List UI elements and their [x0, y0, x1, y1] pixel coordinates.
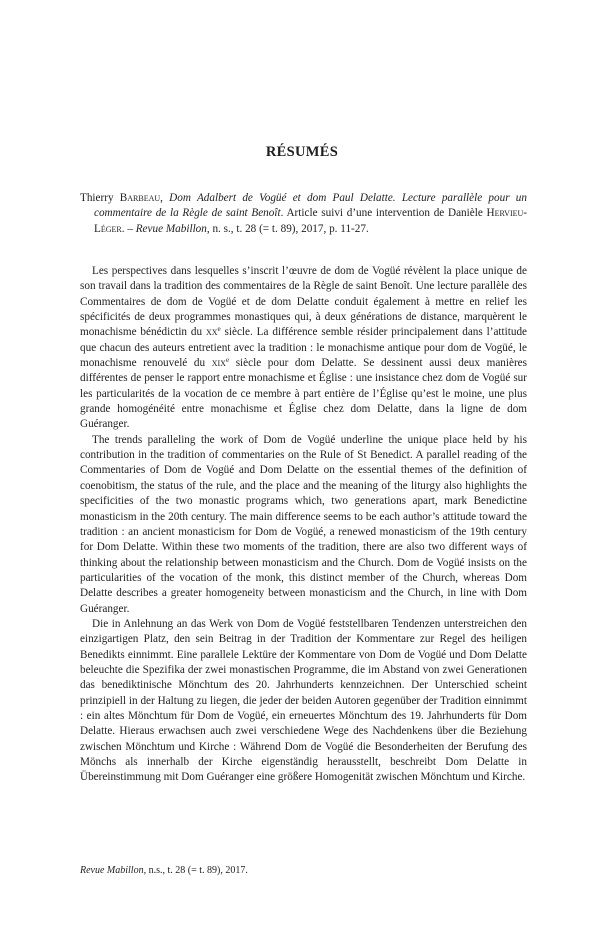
abstract-french-part-3: siècle pour dom Delatte. Se dessinent aussi deux manières différentes de penser le rapport entre monachisme et Église : une insistance chez dom de Vogüé sur les particularités de la vocation de ce membre à part entière de l’Église qu’est le moine, une plus grande homogénéité entre monachisme et Église chez dom Delatte, dans la ligne de dom Guéranger.: [80, 357, 527, 431]
abstract-english: The trends paralleling the work of Dom de Vogüé underline the unique place held by his contribution in the tradition of commentaries on the Rule of St Benedict. A parallel reading of the Commentaries of Dom de Vogüé and Dom Delatte on the essential themes of the definition of coenobitism, the status of the rule, and the place and the meaning of the liturgy also highlights the specificities of the two monastic programs which, two generations apart, mark Benedictine monasticism in the 20th century. The main difference seems to be each author’s attitude toward the tradition : an ancient monasticism for Dom de Vogüé, a renewed monasticism of the 19th century for Dom Delatte. Within these two moments of the tradition, there are also two different ways of thinking about the relationship between monasticism and the Church. Dom de Vogüé insists on the particularities of the vocation of the monk, this distinct member of the Church, whereas Dom Delatte describes a greater homogeneity between monasticism and the Church, in line with Dom Guéranger.: [80, 433, 527, 615]
page-title: RÉSUMÉS: [265, 143, 339, 160]
footer-issue: , n.s., t. 28 (= t. 89), 2017.: [143, 865, 248, 876]
abstracts: [80, 264, 527, 786]
century-19: xix: [211, 357, 226, 370]
contributor-last-name: Hervieu-Léger: [94, 207, 527, 235]
article-citation: [80, 191, 527, 237]
century-20-superscript: e: [217, 325, 221, 334]
abstract-german: Die in Anlehnung an das Werk von Dom de Vogüé feststellbaren Tendenzen unterstreichen den einzigartigen Platz, den sein Beitrag in der Tradition der Kommentare zur Regel des heiligen Benedikts einnimmt. Eine parallele Lektüre der Kommentare von Dom de Vogüé und Dom Delatte beleuchte die Spezifika der zwei monastischen Programme, die im Abstand von zwei Generationen das benediktinische Mönchtum des 20. Jahrhunderts kennzeichnen. Der Unterschied scheint prinzipiell in der Haltung zu liegen, die jeder der beiden Autoren gegenüber der Tradition einnimmt : ein altes Mönchtum für Dom de Vogüé, ein erneuertes Mönchtum des 19. Jahrhunderts für Dom Delatte. Hieraus erwachsen auch zwei verschiedene Wege des Nachdenkens über die Beziehung zwischen Mönchtum und Kirche : Während Dom de Vogüé die Besonderheiten der Berufung des Mönchs als innerhalb der Kirche eigenständig herausstellt, beschreibt Dom Delatte in Übereinstimmung mit Dom Guéranger eine größere Homogenität zwischen Mönchtum und Kirche.: [80, 617, 527, 784]
abstract-french-part-1: Les perspectives dans lesquelles s’inscrit l’œuvre de dom de Vogüé révèlent la place unique de son travail dans la tradition des commentaires de la Règle de saint Benoît. Une lecture parallèle des Commentaires de dom de Vogüé et de dom Delatte conduit également à mettre en relief les spécificités de deux programmes monastiques qui, à deux générations de distance, marquèrent le monachisme bénédictin du: [80, 265, 527, 339]
abstract-french-part-2: siècle. La différence semble résider principalement dans l’attitude que chacun des auteurs entretient avec la tradition : le monachisme antique pour dom de Vogüé, le monachisme renouvelé du: [80, 326, 528, 370]
citation-issue: , n. s., t. 28 (= t. 89), 2017, p. 11-27.: [206, 222, 369, 235]
page-footer: [80, 864, 248, 877]
century-20: xx: [205, 326, 218, 339]
author-last-name: Barbeau: [119, 192, 161, 205]
century-19-superscript: e: [225, 356, 230, 365]
author-first-name: Thierry: [80, 192, 114, 205]
citation-note: . Article suivi d’une intervention de Danièle: [280, 207, 487, 220]
footer-journal-title: Revue Mabillon: [80, 865, 144, 876]
abstract-french: [80, 264, 527, 433]
journal-title: Revue Mabillon: [135, 222, 207, 235]
citation-separator: ,: [160, 192, 163, 205]
article-title: Dom Adalbert de Vogüé et dom Paul Delatte. Lecture parallèle pour un commentaire de la Règle de saint Benoît: [94, 192, 527, 220]
citation-separator-2: . –: [121, 222, 136, 235]
